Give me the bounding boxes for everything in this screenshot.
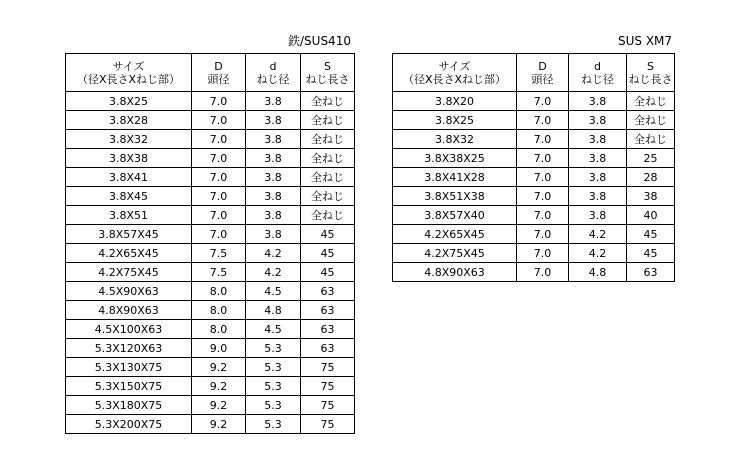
header-size-line-2: （径X長さXねじ部） <box>76 72 181 86</box>
cell-thread-length: 全ねじ <box>301 206 355 225</box>
cell-head-diameter: 7.0 <box>192 111 246 130</box>
table-row <box>66 358 355 377</box>
cell-thread-diameter: 3.8 <box>569 111 627 130</box>
cell-thread-length: 75 <box>301 358 355 377</box>
cell-thread-diameter: 3.8 <box>246 130 301 149</box>
cell-head-diameter: 7.0 <box>192 206 246 225</box>
cell-thread-diameter: 5.3 <box>246 358 301 377</box>
cell-thread-length: 全ねじ <box>301 111 355 130</box>
table-right-caption: SUS XM7 <box>618 34 673 48</box>
cell-thread-diameter: 3.8 <box>569 168 627 187</box>
cell-head-diameter: 9.0 <box>192 339 246 358</box>
cell-thread-diameter: 5.3 <box>246 415 301 434</box>
header-size-line-1: サイズ <box>438 59 471 73</box>
table-row <box>66 415 355 434</box>
cell-thread-diameter: 3.8 <box>246 149 301 168</box>
cell-thread-length: 40 <box>627 206 675 225</box>
table-row <box>66 92 355 111</box>
header-thread-diameter-line-1: d <box>269 59 277 73</box>
cell-thread-length: 63 <box>627 263 675 282</box>
cell-size: 3.8X28 <box>66 111 192 130</box>
cell-thread-diameter: 3.8 <box>569 149 627 168</box>
cell-thread-length: 38 <box>627 187 675 206</box>
table-row <box>393 130 675 149</box>
cell-size: 3.8X38 <box>66 149 192 168</box>
header-row <box>66 54 355 92</box>
table-row <box>393 168 675 187</box>
cell-size: 3.8X41X28 <box>393 168 517 187</box>
cell-head-diameter: 7.0 <box>517 149 569 168</box>
cell-size: 4.2X65X45 <box>66 244 192 263</box>
cell-size: 4.2X75X45 <box>66 263 192 282</box>
cell-size: 3.8X41 <box>66 168 192 187</box>
header-row <box>393 54 675 92</box>
cell-head-diameter: 7.0 <box>517 130 569 149</box>
cell-thread-length: 28 <box>627 168 675 187</box>
table-row <box>66 244 355 263</box>
cell-thread-length: 45 <box>627 244 675 263</box>
cell-head-diameter: 7.0 <box>192 187 246 206</box>
cell-size: 4.8X90X63 <box>393 263 517 282</box>
cell-thread-length: 45 <box>301 263 355 282</box>
cell-thread-diameter: 3.8 <box>246 225 301 244</box>
cell-size: 3.8X25 <box>393 111 517 130</box>
cell-head-diameter: 8.0 <box>192 301 246 320</box>
table-row <box>66 339 355 358</box>
cell-head-diameter: 9.2 <box>192 396 246 415</box>
cell-thread-diameter: 4.2 <box>246 244 301 263</box>
cell-thread-length: 45 <box>627 225 675 244</box>
cell-thread-length: 全ねじ <box>627 92 675 111</box>
cell-thread-length: 全ねじ <box>301 149 355 168</box>
header-thread-length-line-1: S <box>324 59 331 73</box>
cell-head-diameter: 7.0 <box>192 92 246 111</box>
header-head-diameter-line-2: 頭径 <box>531 72 554 86</box>
table-row <box>66 225 355 244</box>
table-row <box>393 225 675 244</box>
cell-size: 3.8X45 <box>66 187 192 206</box>
cell-thread-diameter: 5.3 <box>246 377 301 396</box>
cell-head-diameter: 7.0 <box>192 149 246 168</box>
cell-head-diameter: 7.0 <box>517 206 569 225</box>
cell-thread-length: 45 <box>301 244 355 263</box>
cell-size: 3.8X38X25 <box>393 149 517 168</box>
header-size <box>66 54 192 92</box>
header-thread-diameter <box>569 54 627 92</box>
cell-thread-diameter: 3.8 <box>569 206 627 225</box>
header-size <box>393 54 517 92</box>
spec-table-right <box>392 53 675 282</box>
cell-head-diameter: 8.0 <box>192 320 246 339</box>
cell-thread-diameter: 3.8 <box>569 92 627 111</box>
cell-head-diameter: 7.0 <box>517 244 569 263</box>
table-row <box>66 263 355 282</box>
cell-head-diameter: 9.2 <box>192 358 246 377</box>
cell-thread-diameter: 3.8 <box>569 130 627 149</box>
table-row <box>66 187 355 206</box>
cell-head-diameter: 9.2 <box>192 415 246 434</box>
cell-thread-length: 75 <box>301 377 355 396</box>
cell-head-diameter: 7.0 <box>517 225 569 244</box>
table-left-caption: 鉄/SUS410 <box>288 34 351 48</box>
table-row <box>393 206 675 225</box>
cell-size: 4.2X75X45 <box>393 244 517 263</box>
header-head-diameter-line-1: D <box>538 59 547 73</box>
cell-head-diameter: 7.0 <box>517 111 569 130</box>
cell-thread-length: 全ねじ <box>301 92 355 111</box>
cell-thread-diameter: 4.2 <box>569 244 627 263</box>
cell-thread-diameter: 3.8 <box>569 187 627 206</box>
cell-thread-diameter: 4.5 <box>246 320 301 339</box>
cell-size: 5.3X180X75 <box>66 396 192 415</box>
cell-thread-length: 75 <box>301 396 355 415</box>
cell-thread-length: 45 <box>301 225 355 244</box>
cell-thread-length: 63 <box>301 282 355 301</box>
cell-size: 3.8X51 <box>66 206 192 225</box>
cell-head-diameter: 7.0 <box>192 130 246 149</box>
header-thread-length <box>627 54 675 92</box>
cell-thread-diameter: 3.8 <box>246 92 301 111</box>
cell-size: 3.8X57X40 <box>393 206 517 225</box>
header-thread-length-line-2: ねじ長さ <box>628 72 673 86</box>
cell-thread-diameter: 4.2 <box>569 225 627 244</box>
cell-size: 4.2X65X45 <box>393 225 517 244</box>
cell-thread-diameter: 4.5 <box>246 282 301 301</box>
cell-thread-diameter: 5.3 <box>246 396 301 415</box>
table-row <box>66 111 355 130</box>
cell-thread-length: 全ねじ <box>627 130 675 149</box>
header-thread-diameter <box>246 54 301 92</box>
cell-thread-diameter: 3.8 <box>246 168 301 187</box>
cell-thread-length: 全ねじ <box>301 168 355 187</box>
cell-size: 3.8X32 <box>66 130 192 149</box>
cell-size: 5.3X120X63 <box>66 339 192 358</box>
table-row <box>66 130 355 149</box>
cell-head-diameter: 7.0 <box>192 168 246 187</box>
cell-thread-length: 全ねじ <box>301 130 355 149</box>
cell-thread-diameter: 4.2 <box>246 263 301 282</box>
table-row <box>66 377 355 396</box>
cell-head-diameter: 7.0 <box>517 187 569 206</box>
cell-thread-length: 63 <box>301 339 355 358</box>
header-thread-diameter-line-2: ねじ径 <box>256 72 290 86</box>
header-thread-diameter-line-1: d <box>594 59 601 73</box>
cell-size: 3.8X20 <box>393 92 517 111</box>
header-head-diameter-line-2: 頭径 <box>207 72 230 86</box>
table-row <box>393 263 675 282</box>
header-head-diameter <box>192 54 246 92</box>
header-thread-diameter-line-2: ねじ径 <box>581 72 614 86</box>
cell-size: 5.3X200X75 <box>66 415 192 434</box>
header-head-diameter <box>517 54 569 92</box>
cell-head-diameter: 8.0 <box>192 282 246 301</box>
cell-size: 5.3X150X75 <box>66 377 192 396</box>
table-row <box>393 111 675 130</box>
table-row <box>393 244 675 263</box>
table-row <box>66 320 355 339</box>
cell-size: 3.8X25 <box>66 92 192 111</box>
table-row <box>66 149 355 168</box>
cell-size: 3.8X57X45 <box>66 225 192 244</box>
table-row <box>66 206 355 225</box>
cell-thread-length: 63 <box>301 301 355 320</box>
cell-thread-length: 全ねじ <box>301 187 355 206</box>
cell-head-diameter: 7.0 <box>517 168 569 187</box>
cell-size: 4.5X100X63 <box>66 320 192 339</box>
cell-thread-length: 75 <box>301 415 355 434</box>
table-row <box>66 282 355 301</box>
header-thread-length <box>301 54 355 92</box>
cell-thread-diameter: 3.8 <box>246 111 301 130</box>
table-row <box>393 92 675 111</box>
table-row <box>66 396 355 415</box>
header-thread-length-line-2: ねじ長さ <box>305 72 350 86</box>
cell-head-diameter: 7.0 <box>517 92 569 111</box>
cell-thread-length: 25 <box>627 149 675 168</box>
cell-size: 4.5X90X63 <box>66 282 192 301</box>
header-thread-length-line-1: S <box>647 59 654 73</box>
header-size-line-1: サイズ <box>112 59 145 73</box>
cell-thread-length: 63 <box>301 320 355 339</box>
cell-head-diameter: 7.0 <box>517 263 569 282</box>
cell-size: 3.8X51X38 <box>393 187 517 206</box>
cell-head-diameter: 7.5 <box>192 263 246 282</box>
header-head-diameter-line-1: D <box>214 59 223 73</box>
cell-thread-length: 全ねじ <box>627 111 675 130</box>
cell-size: 4.8X90X63 <box>66 301 192 320</box>
cell-thread-diameter: 3.8 <box>246 187 301 206</box>
cell-thread-diameter: 5.3 <box>246 339 301 358</box>
spec-table-left <box>65 53 355 434</box>
cell-head-diameter: 7.0 <box>192 225 246 244</box>
cell-thread-diameter: 3.8 <box>246 206 301 225</box>
table-row <box>393 149 675 168</box>
header-size-line-2: （径X長さXねじ部） <box>402 72 507 86</box>
table-row <box>393 187 675 206</box>
cell-thread-diameter: 4.8 <box>246 301 301 320</box>
cell-head-diameter: 9.2 <box>192 377 246 396</box>
cell-size: 3.8X32 <box>393 130 517 149</box>
cell-size: 5.3X130X75 <box>66 358 192 377</box>
table-row <box>66 168 355 187</box>
cell-thread-diameter: 4.8 <box>569 263 627 282</box>
cell-head-diameter: 7.5 <box>192 244 246 263</box>
table-row <box>66 301 355 320</box>
